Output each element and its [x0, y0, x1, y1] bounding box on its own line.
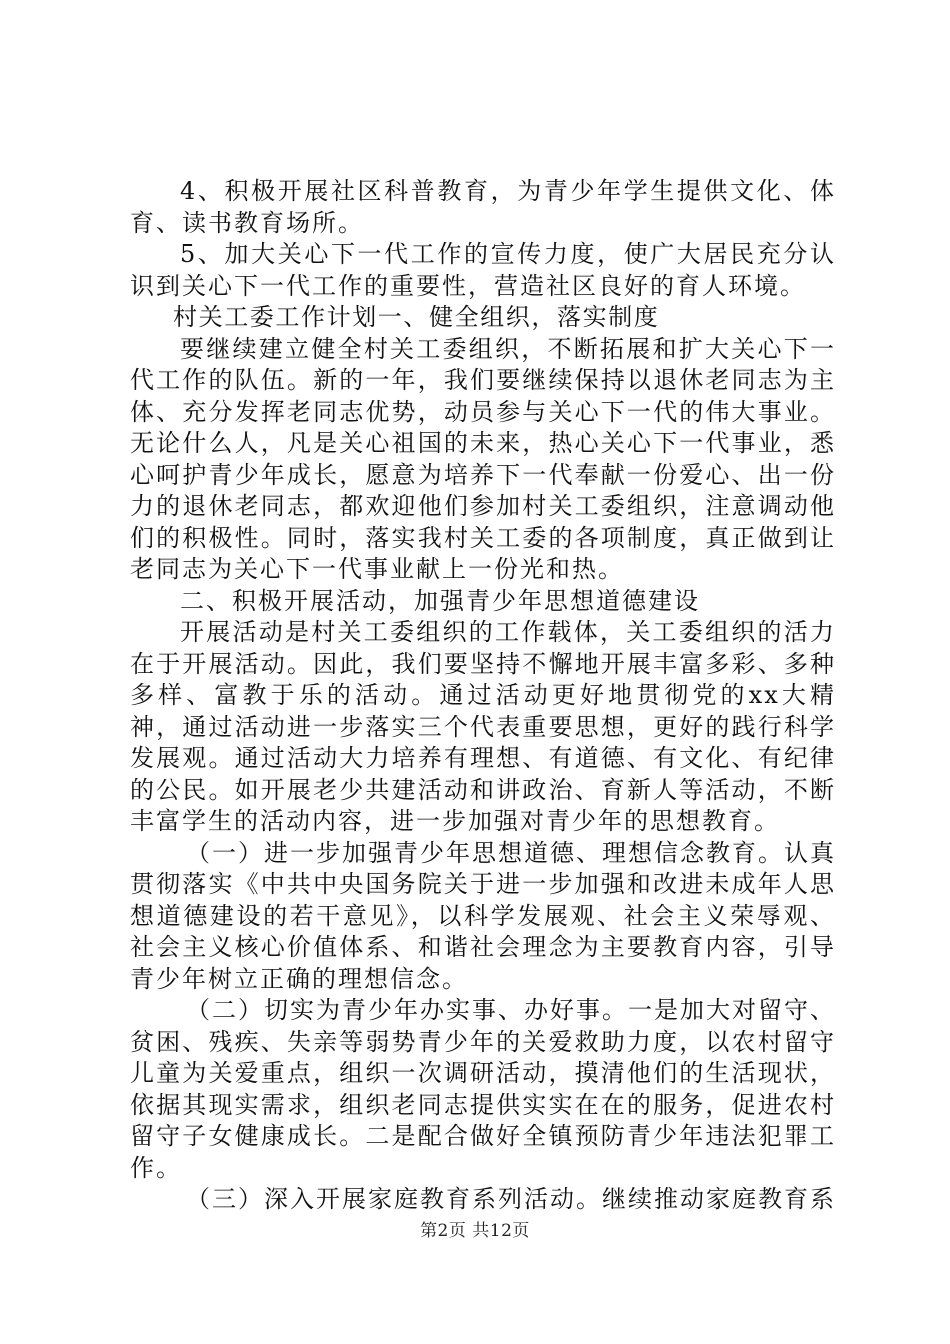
paragraph-item-4: 4、积极开展社区科普教育，为青少年学生提供文化、体育、读书教育场所。: [130, 177, 836, 237]
paragraph-subsection-1: （一）进一步加强青少年思想道德、理想信念教育。认真贯彻落实《中共中央国务院关于进一步加强和改进未成年人思想道德建设的若干意见》，以科学发展观、社会主义荣辱观、社会主义核心价值体系、和谐社会理念为主要教育内容，引导青少年树立正确的理想信念。: [130, 838, 836, 993]
paragraph-item-5: 5、加大关心下一代工作的宣传力度，使广大居民充分认识到关心下一代工作的重要性，营造社区良好的育人环境。: [130, 240, 836, 300]
section-heading-plan: 村关工委工作计划一、健全组织，落实制度: [173, 303, 660, 331]
page-number: 第2页 共12页: [420, 1221, 530, 1241]
paragraph-subsection-2: （二）切实为青少年办实事、办好事。一是加大对留守、贫困、残疾、失亲等弱势青少年的关爱救助力度，以农村留守儿童为关爱重点，组织一次调研活动，摸清他们的生活现状，依据其现实需求，组织老同志提供实实在在的服务，促进农村留守子女健康成长。二是配合做好全镇预防青少年违法犯罪工作。: [130, 996, 836, 1182]
paragraph-subsection-3: （三）深入开展家庭教育系列活动。继续推动家庭教育系: [186, 1185, 836, 1213]
document-body: [130, 176, 836, 1216]
paragraph-organization: 要继续建立健全村关工委组织，不断拓展和扩大关心下一代工作的队伍。新的一年，我们要继续保持以退休老同志为主体、充分发挥老同志优势，动员参与关心下一代的伟大事业。无论什么人，凡是关心祖国的未来，热心关心下一代事业，悉心呵护青少年成长，愿意为培养下一代奉献一份爱心、出一份力的退休老同志，都欢迎他们参加村关工委组织，注意调动他们的积极性。同时，落实我村关工委的各项制度，真正做到让老同志为关心下一代事业献上一份光和热。: [130, 334, 836, 583]
paragraph-activities: 开展活动是村关工委组织的工作载体，关工委组织的活力在于开展活动。因此，我们要坚持不懈地开展丰富多彩、多种多样、富教于乐的活动。通过活动更好地贯彻党的xx大精神，通过活动进一步落实三个代表重要思想，更好的践行科学发展观。通过活动大力培养有理想、有道德、有文化、有纪律的公民。如开展老少共建活动和讲政治、育新人等活动，不断丰富学生的活动内容，进一步加强对青少年的思想教育。: [130, 618, 836, 835]
section-heading-activities: 二、积极开展活动，加强青少年思想道德建设: [180, 586, 700, 615]
